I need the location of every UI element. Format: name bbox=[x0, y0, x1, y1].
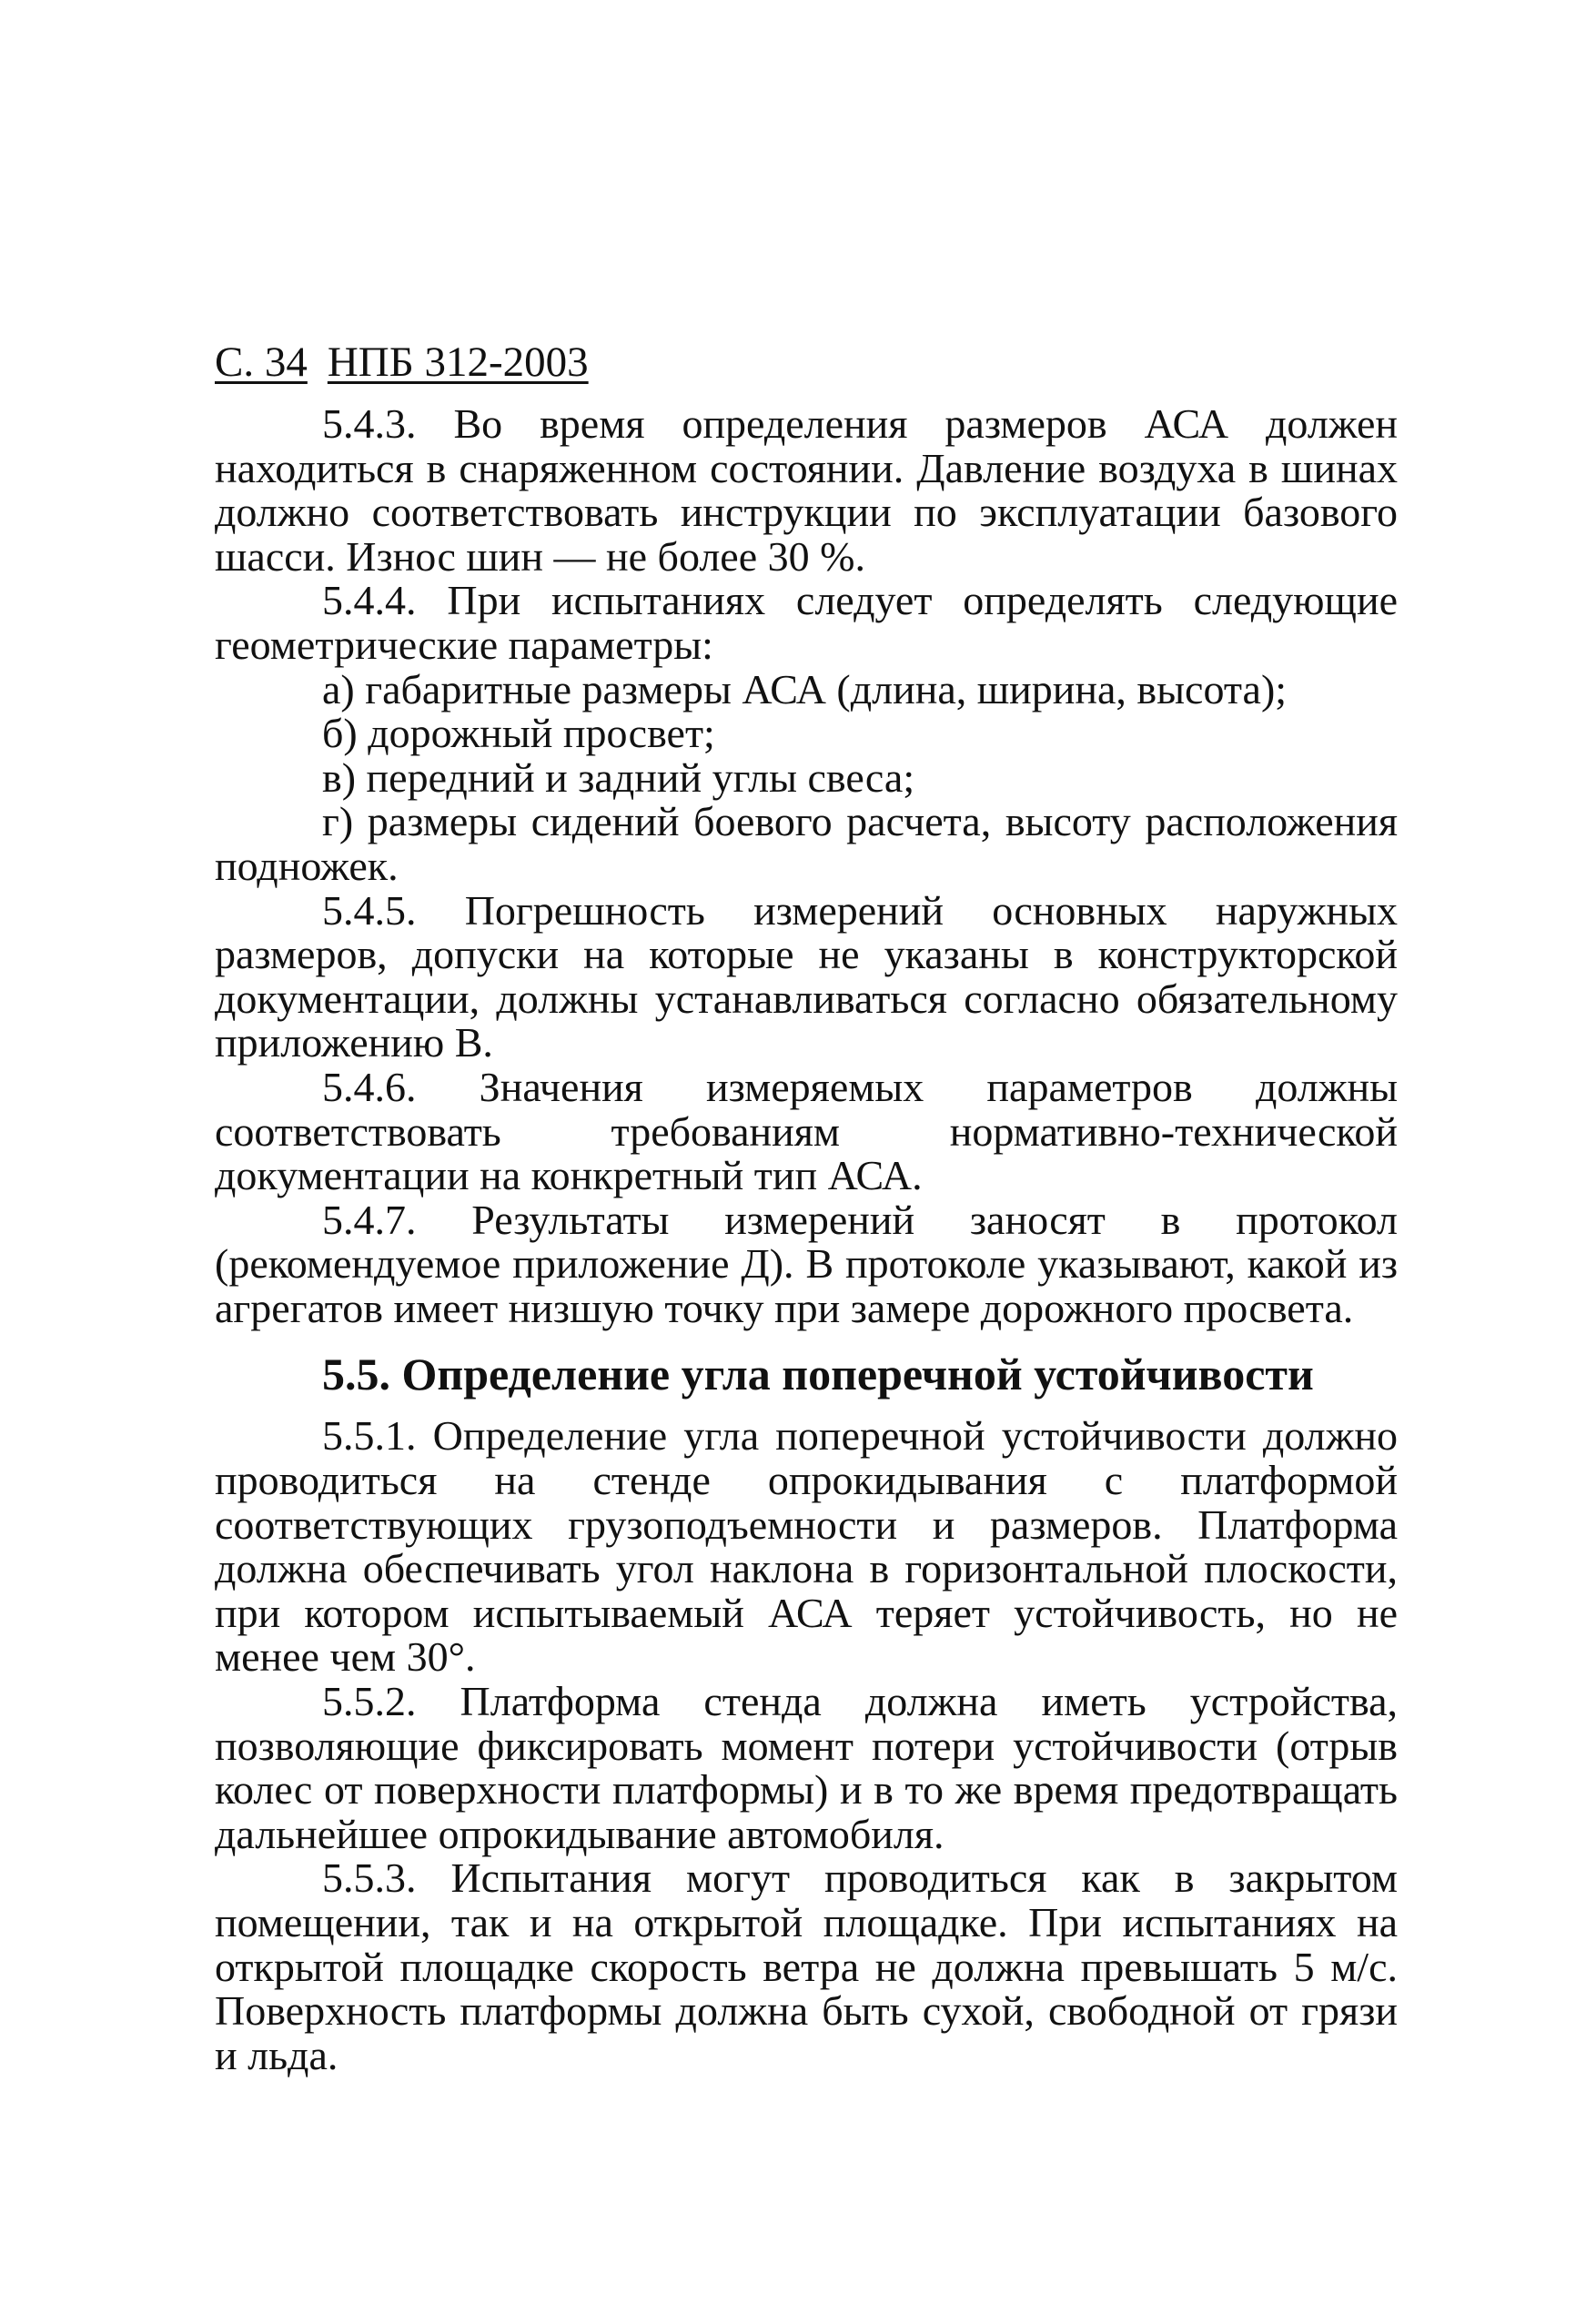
document-page bbox=[215, 335, 1398, 2077]
paragraph-5-4-7: 5.4.7. Результаты измерений заносят в протокол (рекомендуемое приложение Д). В протоколе указывают, какой из агрегатов имеет низшую точку при замере дорожного просвета. bbox=[215, 1196, 1398, 1331]
paragraph-5-4-6: 5.4.6. Значения измеряемых параметров должны соответствовать требованиям нормативно-технической документации на конкретный тип АСА. bbox=[215, 1063, 1398, 1199]
page-header bbox=[215, 335, 1398, 389]
paragraph-5-5-3: 5.5.3. Испытания могут проводиться как в закрытом помещении, так и на открытой площадке. При испытаниях на открытой площадке скорость ветра не должна превышать 5 м/с. Поверхность платформы должна быть сухой, свободной от грязи и льда. bbox=[215, 1854, 1398, 2078]
document-code: НПБ 312-2003 bbox=[327, 338, 589, 386]
paragraph-5-5-2: 5.5.2. Платформа стенда должна иметь устройства, позволяющие фиксировать момент потери устойчивости (отрыв колес от поверхности платформы) и в то же время предотвращать дальнейшее опрокидывание автомобиля. bbox=[215, 1678, 1398, 1857]
list-item-g: г) размеры сидений боевого расчета, высоту расположения подножек. bbox=[215, 798, 1398, 889]
paragraph-5-4-3: 5.4.3. Во время определения размеров АСА должен находиться в снаряженном состоянии. Давление воздуха в шинах должно соответствовать инструкции по эксплуатации базового шасси. Износ шин — не более 30 %. bbox=[215, 400, 1398, 580]
page-number: С. 34 bbox=[215, 338, 308, 386]
paragraph-5-5-1: 5.5.1. Определение угла поперечной устойчивости должно проводиться на стенде опрокидывания с платформой соответствующих грузоподъемности и размеров. Платформа должна обеспечивать угол наклона в горизонтальной плоскости, при котором испытываемый АСА теряет устойчивость, но не менее чем 30°. bbox=[215, 1412, 1398, 1681]
list-item-a: а) габаритные размеры АСА (длина, ширина, высота); bbox=[322, 665, 1288, 712]
list-item-v: в) передний и задний углы свеса; bbox=[322, 753, 915, 801]
list-item-b: б) дорожный просвет; bbox=[322, 710, 715, 757]
paragraph-5-4-4: 5.4.4. При испытаниях следует определять следующие геометрические параметры: bbox=[215, 577, 1398, 668]
section-heading: 5.5. Определение угла поперечной устойчивости bbox=[322, 1349, 1314, 1400]
paragraph-5-4-5: 5.4.5. Погрешность измерений основных наружных размеров, допуски на которые не указаны в конструкторской документации, должны устанавливаться согласно обязательному приложению В. bbox=[215, 886, 1398, 1066]
